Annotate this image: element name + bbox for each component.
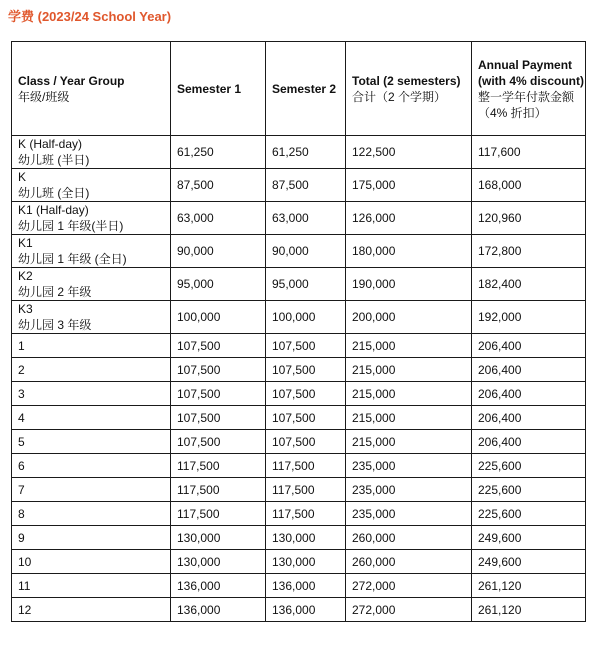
semester-1-cell: 130,000 (171, 526, 266, 550)
class-name-en: K (Half-day) (18, 137, 83, 151)
header-class (12, 42, 171, 136)
semester-1-cell: 107,500 (171, 382, 266, 406)
class-name-en: K (18, 170, 27, 184)
class-cell (12, 598, 171, 622)
annual-payment-cell: 206,400 (472, 430, 586, 454)
annual-payment-cell: 261,120 (472, 598, 586, 622)
table-row (12, 301, 586, 334)
class-cell (12, 202, 171, 235)
semester-2-cell: 107,500 (266, 382, 346, 406)
total-cell: 235,000 (346, 454, 472, 478)
total-cell: 175,000 (346, 169, 472, 202)
semester-1-cell: 87,500 (171, 169, 266, 202)
annual-payment-cell: 261,120 (472, 574, 586, 598)
class-cell (12, 268, 171, 301)
table-row (12, 502, 586, 526)
class-cell (12, 136, 171, 169)
class-cell (12, 169, 171, 202)
total-cell: 126,000 (346, 202, 472, 235)
table-row (12, 430, 586, 454)
semester-2-cell: 136,000 (266, 574, 346, 598)
class-name-cn: 幼儿园 3 年级 (18, 318, 92, 332)
semester-1-cell: 136,000 (171, 598, 266, 622)
semester-1-cell: 100,000 (171, 301, 266, 334)
class-name-cn: 幼儿班 (半日) (18, 153, 90, 167)
semester-1-cell: 63,000 (171, 202, 266, 235)
class-name-en: 2 (18, 362, 25, 377)
total-cell: 235,000 (346, 502, 472, 526)
semester-2-cell: 87,500 (266, 169, 346, 202)
class-cell (12, 406, 171, 430)
class-cell (12, 334, 171, 358)
annual-payment-cell: 225,600 (472, 454, 586, 478)
class-cell (12, 358, 171, 382)
class-cell (12, 382, 171, 406)
class-cell (12, 502, 171, 526)
class-cell (12, 478, 171, 502)
table-row (12, 406, 586, 430)
annual-payment-cell: 117,600 (472, 136, 586, 169)
semester-2-cell: 107,500 (266, 430, 346, 454)
semester-2-cell: 117,500 (266, 502, 346, 526)
table-row (12, 526, 586, 550)
total-cell: 180,000 (346, 235, 472, 268)
class-name-en: K1 (Half-day) (18, 203, 89, 217)
page-title: 学费 (2023/24 School Year) (8, 9, 172, 24)
semester-1-cell: 95,000 (171, 268, 266, 301)
annual-payment-cell: 249,600 (472, 526, 586, 550)
semester-1-cell: 107,500 (171, 334, 266, 358)
table-row (12, 454, 586, 478)
table-row (12, 478, 586, 502)
annual-payment-cell: 206,400 (472, 334, 586, 358)
total-cell: 272,000 (346, 598, 472, 622)
header-semester-2-en: Semester 2 (272, 81, 337, 96)
header-total-en: Total (2 semesters) (352, 73, 461, 88)
semester-2-cell: 130,000 (266, 550, 346, 574)
class-name-cn: 幼儿园 2 年级 (18, 285, 92, 299)
annual-payment-cell: 182,400 (472, 268, 586, 301)
class-cell (12, 235, 171, 268)
total-cell: 215,000 (346, 406, 472, 430)
semester-1-cell: 90,000 (171, 235, 266, 268)
semester-2-cell: 61,250 (266, 136, 346, 169)
header-total (346, 42, 472, 136)
total-cell: 235,000 (346, 478, 472, 502)
table-row (12, 574, 586, 598)
semester-2-cell: 136,000 (266, 598, 346, 622)
semester-1-cell: 130,000 (171, 550, 266, 574)
class-cell (12, 574, 171, 598)
table-header-row (12, 42, 586, 136)
total-cell: 215,000 (346, 430, 472, 454)
class-name-cn: 幼儿园 1 年级(半日) (18, 219, 124, 233)
annual-payment-cell: 168,000 (472, 169, 586, 202)
table-row (12, 268, 586, 301)
table-row (12, 235, 586, 268)
semester-2-cell: 63,000 (266, 202, 346, 235)
header-class-en: Class / Year Group (18, 73, 125, 88)
semester-2-cell: 107,500 (266, 358, 346, 382)
class-name-en: 12 (18, 602, 32, 617)
header-class-cn: 年级/班级 (18, 89, 70, 104)
annual-payment-cell: 206,400 (472, 406, 586, 430)
semester-2-cell: 107,500 (266, 406, 346, 430)
table-row (12, 382, 586, 406)
table-row (12, 358, 586, 382)
semester-1-cell: 117,500 (171, 478, 266, 502)
class-name-en: K3 (18, 302, 33, 316)
total-cell: 215,000 (346, 358, 472, 382)
annual-payment-cell: 225,600 (472, 478, 586, 502)
semester-2-cell: 130,000 (266, 526, 346, 550)
total-cell: 260,000 (346, 550, 472, 574)
annual-payment-cell: 120,960 (472, 202, 586, 235)
header-annual-cn: 整一学年付款金额（4% 折扣） (478, 89, 575, 120)
table-row (12, 202, 586, 235)
class-name-en: 6 (18, 458, 25, 473)
total-cell: 200,000 (346, 301, 472, 334)
total-cell: 260,000 (346, 526, 472, 550)
table-row (12, 334, 586, 358)
table-row (12, 169, 586, 202)
semester-1-cell: 117,500 (171, 502, 266, 526)
class-name-en: 9 (18, 530, 25, 545)
semester-2-cell: 90,000 (266, 235, 346, 268)
annual-payment-cell: 206,400 (472, 358, 586, 382)
total-cell: 215,000 (346, 334, 472, 358)
header-annual-en: Annual Payment (with 4% discount) (478, 57, 584, 88)
total-cell: 190,000 (346, 268, 472, 301)
semester-2-cell: 107,500 (266, 334, 346, 358)
annual-payment-cell: 172,800 (472, 235, 586, 268)
class-name-en: 8 (18, 506, 25, 521)
class-cell (12, 550, 171, 574)
class-name-en: 10 (18, 554, 32, 569)
class-name-en: 5 (18, 434, 25, 449)
semester-1-cell: 61,250 (171, 136, 266, 169)
class-cell (12, 301, 171, 334)
annual-payment-cell: 192,000 (472, 301, 586, 334)
class-name-cn: 幼儿园 1 年级 (全日) (18, 252, 127, 266)
annual-payment-cell: 249,600 (472, 550, 586, 574)
tuition-table (11, 41, 586, 622)
class-name-en: 1 (18, 338, 25, 353)
class-cell (12, 430, 171, 454)
semester-2-cell: 117,500 (266, 454, 346, 478)
header-total-cn: 合计（2 个学期） (352, 89, 447, 104)
class-name-cn: 幼儿班 (全日) (18, 186, 90, 200)
annual-payment-cell: 225,600 (472, 502, 586, 526)
semester-2-cell: 100,000 (266, 301, 346, 334)
class-name-en: 11 (18, 578, 31, 593)
header-annual-payment (472, 42, 586, 136)
table-row (12, 136, 586, 169)
semester-1-cell: 107,500 (171, 358, 266, 382)
semester-1-cell: 107,500 (171, 406, 266, 430)
header-semester-2 (266, 42, 346, 136)
class-name-en: 3 (18, 386, 25, 401)
total-cell: 272,000 (346, 574, 472, 598)
class-cell (12, 526, 171, 550)
total-cell: 215,000 (346, 382, 472, 406)
semester-2-cell: 95,000 (266, 268, 346, 301)
header-semester-1-en: Semester 1 (177, 81, 242, 96)
table-row (12, 598, 586, 622)
class-name-en: K1 (18, 236, 33, 250)
annual-payment-cell: 206,400 (472, 382, 586, 406)
class-name-en: 7 (18, 482, 25, 497)
semester-1-cell: 136,000 (171, 574, 266, 598)
semester-1-cell: 107,500 (171, 430, 266, 454)
table-row (12, 550, 586, 574)
semester-2-cell: 117,500 (266, 478, 346, 502)
class-name-en: 4 (18, 410, 25, 425)
class-cell (12, 454, 171, 478)
table-body (12, 136, 586, 622)
class-name-en: K2 (18, 269, 33, 283)
semester-1-cell: 117,500 (171, 454, 266, 478)
header-semester-1 (171, 42, 266, 136)
total-cell: 122,500 (346, 136, 472, 169)
